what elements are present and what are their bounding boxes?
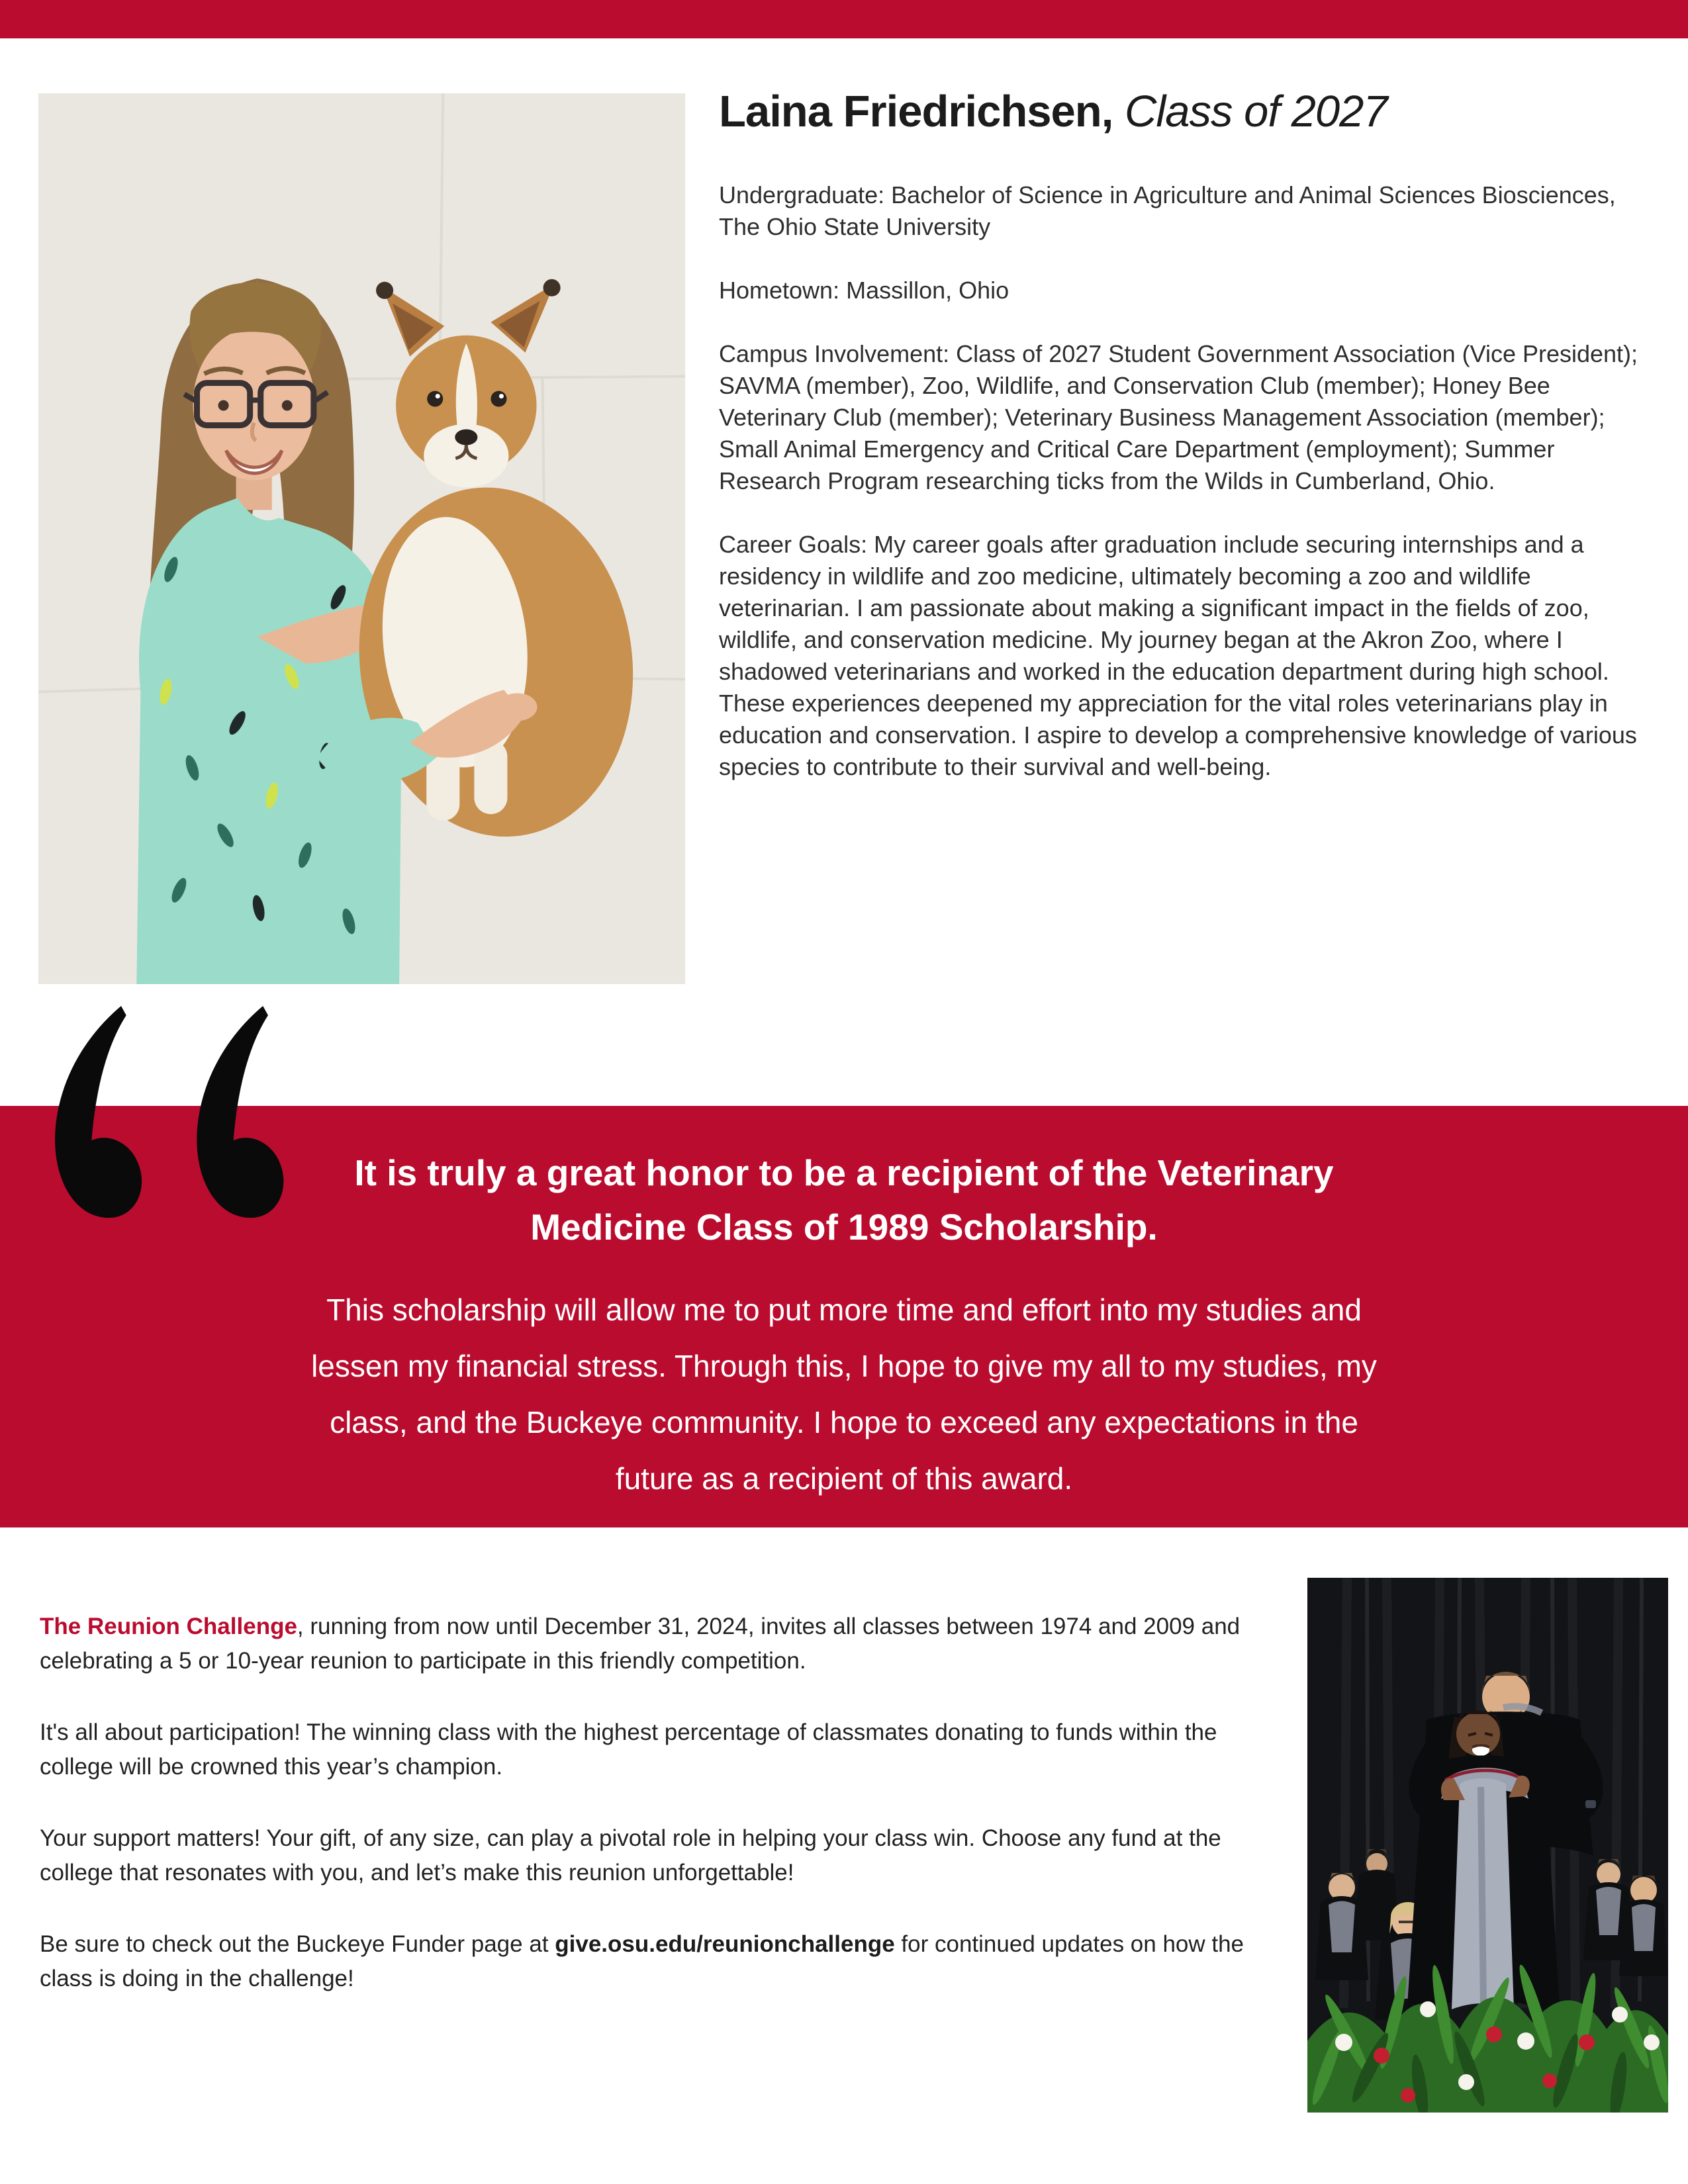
profile-section [719,86,1646,815]
top-scarlet-bar [0,0,1688,38]
hometown-text: Hometown: Massillon, Ohio [719,277,1009,304]
career-goals-text: Career Goals: My career goals after graduation include securing internships and a residency in wildlife and zoo medicine, ultimately becoming a zoo and wildlife veterinarian. I am passionate about making a significant impact in the fields of zoo, wildlife, and conservation medicine. My journey began at the Akron Zoo, where I shadowed veterinarians and worked in the education department during high school. These experiences deepened my appreciation for the vital roles veterinarians play in education and conservation. I aspire to develop a comprehensive knowledge of various species to contribute to their survival and well-being. [719,531,1637,781]
page-title [719,86,1646,137]
reunion-paragraph-3: Your support matters! Your gift, of any size, can play a pivotal role in helping your class win. Choose any fund at the college that resonates with you, and let’s make this reunion unforgettable! [40,1825,1221,1886]
buckeye-funder-url: give.osu.edu/reunionchallenge [555,1931,895,1957]
reunion-paragraph-2: It's all about participation! The winning class with the highest percentage of classmates donating to funds within the college will be crowned this year’s champion. [40,1719,1217,1780]
reunion-challenge-section [40,1610,1258,2033]
open-quote-icon [36,1006,288,1226]
quote-headline-line-1: It is truly a great honor to be a recipient of the Veterinary [354,1152,1334,1193]
reunion-challenge-label: The Reunion Challenge [40,1614,297,1639]
quote-body-line-3: class, and the Buckeye community. I hope to exceed any expectations in the [330,1405,1358,1439]
reunion-paragraph-4: Be sure to check out the Buckeye Funder page at give.osu.edu/reunionchallenge for continued updates on how the class is doing in the challenge! [40,1931,1244,1991]
campus-involvement-text: Campus Involvement: Class of 2027 Student Government Association (Vice President); SAVMA (member), Zoo, Wildlife, and Conservation Club (member); Honey Bee Veterinary Club (member); Veterinary Business Management Association (member); Small Animal Emergency and Critical Care Department (employment); Summer Research Program researching ticks from the Wilds in Cumberland, Ohio. [719,340,1638,495]
student-name: Laina Friedrichsen, [719,87,1125,136]
undergraduate-text: Undergraduate: Bachelor of Science in Agriculture and Animal Sciences Biosciences, The Ohio State University [719,181,1616,241]
reunion-paragraph-1: The Reunion Challenge, running from now until December 31, 2024, invites all classes between 1974 and 2009 and celebrating a 5 or 10-year reunion to participate in this friendly competition. [40,1614,1241,1674]
quote-body-line-4: future as a recipient of this award. [615,1461,1073,1496]
student-with-corgi-illustration [38,93,685,984]
class-year: Class of 2027 [1124,87,1387,136]
graduation-photo [1307,1578,1668,2113]
quote-headline-line-2: Medicine Class of 1989 Scholarship. [530,1206,1158,1248]
quote-body-line-1: This scholarship will allow me to put more time and effort into my studies and [326,1293,1362,1327]
quote-body [0,1282,1688,1507]
graduation-hooding-illustration [1307,1578,1668,2113]
quote-body-line-2: lessen my financial stress. Through this, I hope to give my all to my studies, my [311,1349,1377,1383]
student-photo [38,93,685,984]
